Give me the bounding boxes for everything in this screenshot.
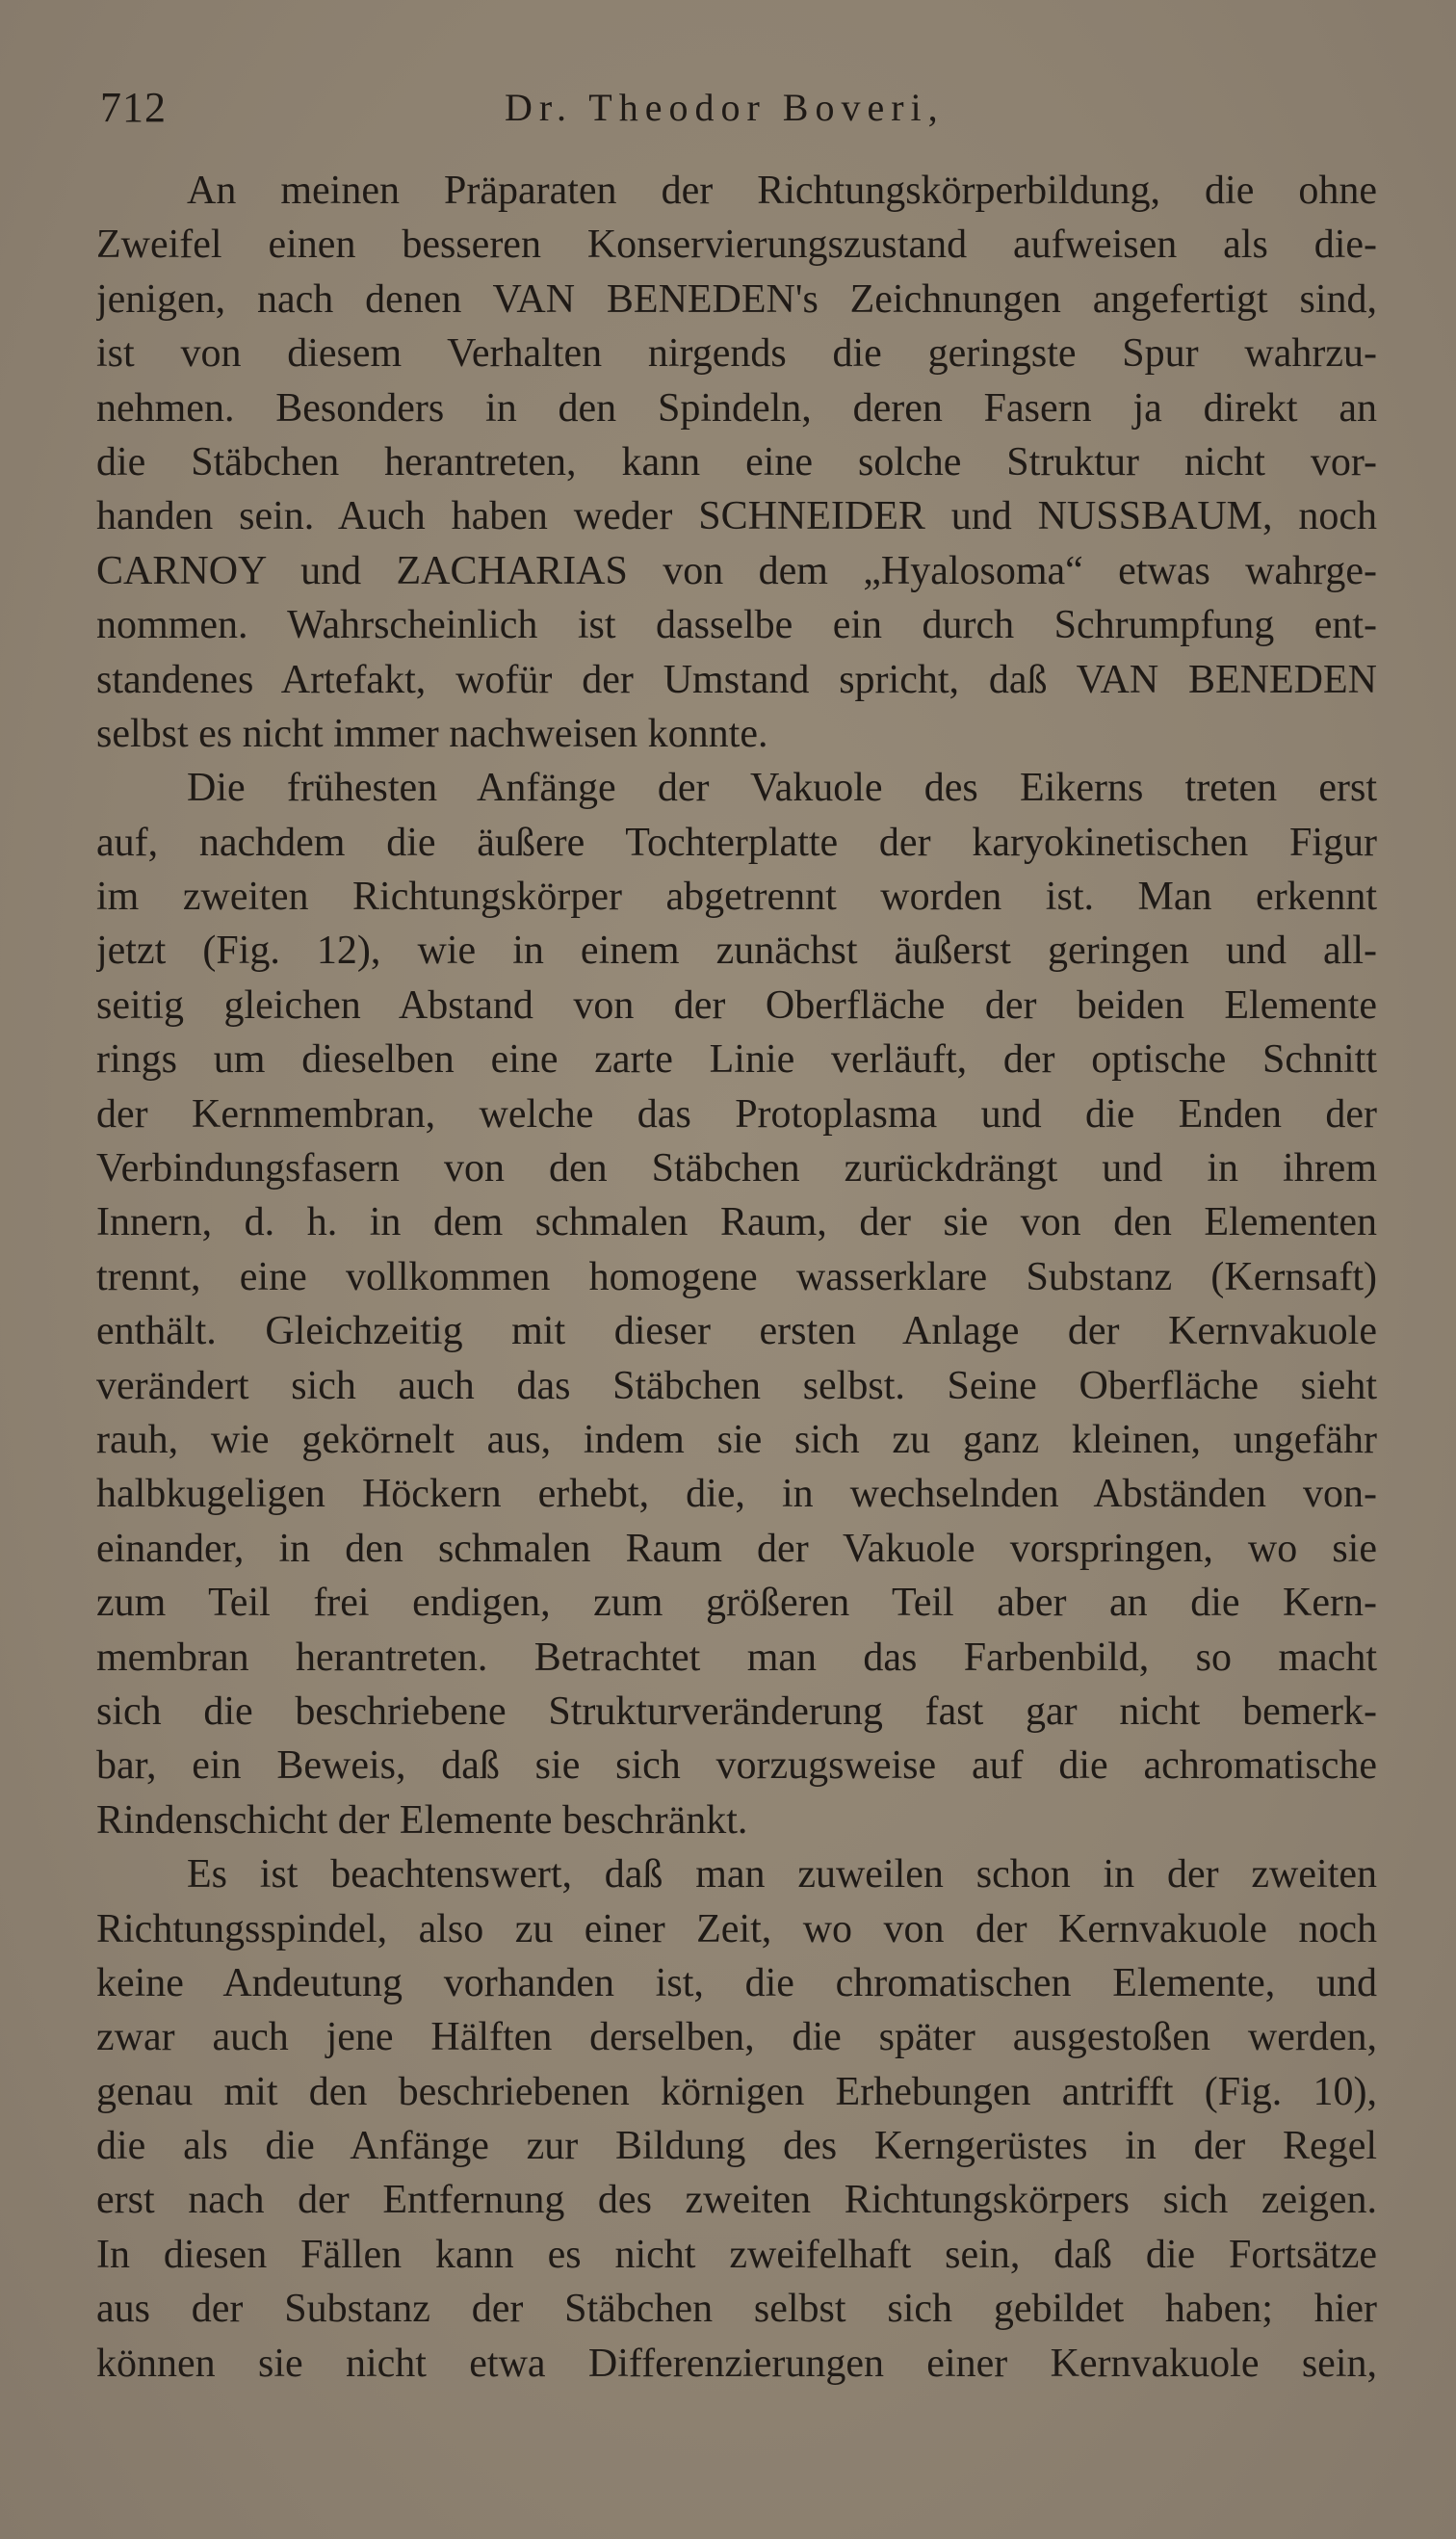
text-line: In diesen Fällen kann es nicht zweifelhaft sein, daß die Fortsätze — [96, 2232, 1377, 2277]
text-line: einander, in den schmalen Raum der Vakuole vorspringen, wo sie — [96, 1526, 1377, 1571]
text-line: Innern, d. h. in dem schmalen Raum, der sie von den Elementen — [96, 1200, 1377, 1245]
running-head: Dr. Theodor Boveri, — [505, 86, 945, 129]
text-line: die Stäbchen herantreten, kann eine solche Struktur nicht vor- — [96, 439, 1377, 484]
text-line: aus der Substanz der Stäbchen selbst sich gebildet haben; hier — [96, 2287, 1377, 2332]
text-line: handen sein. Auch haben weder SCHNEIDER und NUSSBAUM, noch — [96, 494, 1377, 539]
text-line: der Kernmembran, welche das Protoplasma und die Enden der — [96, 1091, 1377, 1137]
text-line: Rindenschicht der Elemente beschränkt. — [96, 1797, 748, 1843]
text-line: die als die Anfänge zur Bildung des Kerngerüstes in der Regel — [96, 2124, 1377, 2169]
text-line: zwar auch jene Hälften derselben, die später ausgestoßen werden, — [96, 2015, 1377, 2060]
text-line: bar, ein Beweis, daß sie sich vorzugsweise auf die achromatische — [96, 1743, 1377, 1789]
text-line: erst nach der Entfernung des zweiten Richtungskörpers sich zeigen. — [96, 2178, 1377, 2223]
text-line: Verbindungsfasern von den Stäbchen zurückdrängt und in ihrem — [96, 1146, 1377, 1191]
text-line: auf, nachdem die äußere Tochterplatte der karyokinetischen Figur — [96, 820, 1377, 865]
text-line: enthält. Gleichzeitig mit dieser ersten Anlage der Kernvakuole — [96, 1309, 1377, 1354]
text-line: selbst es nicht immer nachweisen konnte. — [96, 711, 768, 756]
text-line: rauh, wie gekörnelt aus, indem sie sich zu ganz kleinen, ungefähr — [96, 1417, 1377, 1462]
text-line: trennt, eine vollkommen homogene wasserklare Substanz (Kernsaft) — [96, 1254, 1377, 1299]
text-line: im zweiten Richtungskörper abgetrennt worden ist. Man erkennt — [96, 875, 1377, 920]
text-line: Die frühesten Anfänge der Vakuole des Eikerns treten erst — [187, 766, 1377, 811]
text-line: können sie nicht etwa Differenzierungen einer Kernvakuole sein, — [96, 2341, 1377, 2386]
text-line: verändert sich auch das Stäbchen selbst. Seine Oberfläche sieht — [96, 1363, 1377, 1408]
text-line: halbkugeligen Höckern erhebt, die, in wechselnden Abständen von- — [96, 1472, 1377, 1517]
text-line: Richtungsspindel, also zu einer Zeit, wo von der Kernvakuole noch — [96, 1906, 1377, 1951]
text-line: sich die beschriebene Strukturveränderung fast gar nicht bemerk- — [96, 1688, 1377, 1734]
text-line: An meinen Präparaten der Richtungskörperbildung, die ohne — [187, 169, 1377, 213]
text-line: membran herantreten. Betrachtet man das Farbenbild, so macht — [96, 1635, 1377, 1680]
text-line: nommen. Wahrscheinlich ist dasselbe ein durch Schrumpfung ent- — [96, 603, 1377, 648]
text-line: rings um dieselben eine zarte Linie verläuft, der optische Schnitt — [96, 1037, 1377, 1083]
text-line: Es ist beachtenswert, daß man zuweilen schon in der zweiten — [187, 1852, 1377, 1898]
text-line: standenes Artefakt, wofür der Umstand spricht, daß VAN BENEDEN — [96, 657, 1377, 702]
text-line: CARNOY und ZACHARIAS von dem „Hyalosoma“ etwas wahrge- — [96, 548, 1377, 593]
text-line: ist von diesem Verhalten nirgends die geringste Spur wahrzu- — [96, 331, 1377, 377]
text-line: jetzt (Fig. 12), wie in einem zunächst äußerst geringen und all- — [96, 929, 1377, 974]
body-text — [96, 164, 1377, 2391]
text-line: jenigen, nach denen VAN BENEDEN's Zeichnungen angefertigt sind, — [96, 276, 1377, 322]
text-line: zum Teil frei endigen, zum größeren Teil aber an die Kern- — [96, 1581, 1377, 1626]
text-line: Zweifel einen besseren Konservierungszustand aufweisen als die- — [96, 222, 1377, 268]
text-line: genau mit den beschriebenen körnigen Erhebungen antrifft (Fig. 10), — [96, 2069, 1377, 2114]
page-header — [100, 77, 1371, 139]
text-line: seitig gleichen Abstand von der Oberfläche der beiden Elemente — [96, 982, 1377, 1028]
text-line: nehmen. Besonders in den Spindeln, deren Fasern ja direkt an — [96, 385, 1377, 431]
text-line: keine Andeutung vorhanden ist, die chromatischen Elemente, und — [96, 1960, 1377, 2005]
page-number: 712 — [100, 84, 167, 131]
